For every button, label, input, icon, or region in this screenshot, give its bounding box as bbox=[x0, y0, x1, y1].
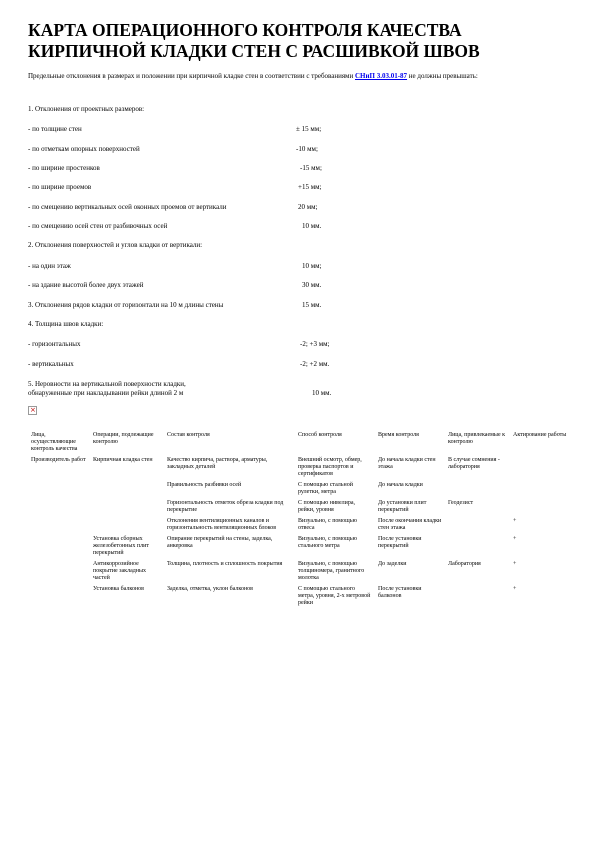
table-cell: + bbox=[513, 586, 517, 592]
table-cell: Качество кирпича, раствора, арматуры, закладных деталей bbox=[167, 457, 268, 470]
table-cell: Установка сборных железобетонных плит перекрытий bbox=[93, 536, 149, 556]
deviation-label: - горизонтальных bbox=[28, 340, 81, 348]
table-cell: Правильность разбивки осей bbox=[167, 482, 242, 488]
table-cell: Производитель работ bbox=[31, 457, 86, 463]
deviation-label: - по толщине стен bbox=[28, 125, 82, 133]
deviation-label: - на один этаж bbox=[28, 262, 71, 270]
intro-paragraph bbox=[28, 72, 573, 81]
deviation-label: - по отметкам опорных поверхностей bbox=[28, 145, 140, 153]
table-cell: Внешний осмотр, обмер, проверка паспортов и сертификатов bbox=[298, 457, 362, 477]
table-cell: Антикоррозийное покрытие закладных частей bbox=[93, 561, 147, 581]
deviation-value: 10 мм; bbox=[302, 262, 322, 270]
table-cell: Установка балконов bbox=[93, 586, 144, 592]
table-cell: С помощью стального метра, уровня, 2-х метровой рейки bbox=[298, 586, 371, 606]
deviation-label: - вертикальных bbox=[28, 360, 74, 368]
table-cell bbox=[28, 559, 90, 584]
table-cell: + bbox=[513, 536, 517, 542]
deviation-value: 15 мм. bbox=[302, 301, 322, 309]
column-header: Операции, подлежащие контролю bbox=[93, 432, 154, 445]
table-cell: До установки плит перекрытий bbox=[378, 500, 427, 513]
table-row bbox=[28, 455, 573, 480]
table-cell: С помощью стальной рулетки, метра bbox=[298, 482, 353, 495]
intro-text: Предельные отклонения в размерах и положении при кирпичной кладке стен в соответствии с требованиями bbox=[28, 72, 355, 80]
table-cell bbox=[510, 480, 573, 498]
table-cell bbox=[445, 480, 510, 498]
column-header: Лица, осуществляющие контроль качества bbox=[31, 432, 78, 452]
deviation-value: ± 15 мм; bbox=[296, 125, 322, 133]
deviation-value: 30 мм. bbox=[302, 281, 322, 289]
deviation-label: 1. Отклонения от проектных размеров: bbox=[28, 105, 145, 113]
intro-tail: не должны превышать: bbox=[407, 72, 478, 80]
table-cell bbox=[28, 534, 90, 559]
table-cell: Опирание перекрытий на стены, заделка, анкеровка bbox=[167, 536, 273, 549]
broken-image-glyph: × bbox=[30, 406, 36, 414]
deviation-label: - по ширине простенков bbox=[28, 164, 100, 172]
deviation-value: -10 мм; bbox=[296, 145, 318, 153]
table-cell: Визуально, с помощью стального метра bbox=[298, 536, 357, 549]
table-cell: После окончания кладки стен этажа bbox=[378, 518, 442, 531]
table-cell: Горизонтальность отметок обреза кладки под перекрытие bbox=[167, 500, 284, 513]
table-cell bbox=[445, 516, 510, 534]
table-cell bbox=[28, 480, 90, 498]
table-cell: До начала кладки стен этажа bbox=[378, 457, 436, 470]
table-row bbox=[28, 584, 573, 609]
column-header: Время контроля bbox=[378, 432, 419, 438]
table-cell: Лаборатория bbox=[448, 561, 481, 567]
deviation-label: - на здание высотой более двух этажей bbox=[28, 281, 144, 289]
table-cell: Кирпичная кладка стен bbox=[93, 457, 153, 463]
table-cell bbox=[28, 584, 90, 609]
table-cell bbox=[510, 455, 573, 480]
column-header: Способ контроля bbox=[298, 432, 342, 438]
table-cell bbox=[28, 498, 90, 516]
control-table bbox=[28, 430, 573, 609]
table-header-row bbox=[28, 430, 573, 455]
deviation-value: -15 мм; bbox=[300, 164, 322, 172]
deviation-label: - по ширине проемов bbox=[28, 183, 92, 191]
table-cell: До заделки bbox=[378, 561, 407, 567]
table-cell: Геодезист bbox=[448, 500, 474, 506]
column-header: Состав контроля bbox=[167, 432, 210, 438]
deviation-value: -2; +3 мм; bbox=[300, 340, 330, 348]
table-row bbox=[28, 516, 573, 534]
table-row bbox=[28, 498, 573, 516]
table-cell bbox=[510, 498, 573, 516]
table-cell: Заделка, отметка, уклон балконов bbox=[167, 586, 254, 592]
column-header: Актирование работы bbox=[513, 432, 567, 438]
snip-link[interactable]: СНиП 3.03.01-87 bbox=[354, 72, 408, 80]
table-row bbox=[28, 559, 573, 584]
table-cell: Визуально, с помощью отвеса bbox=[298, 518, 357, 531]
deviation-value: 10 мм. bbox=[312, 389, 332, 397]
table-cell: С помощью нивелира, рейки, уровня bbox=[298, 500, 355, 513]
table-cell bbox=[90, 498, 164, 516]
deviation-value: 10 мм. bbox=[302, 222, 322, 230]
column-header: Лица, привлекаемые к контролю bbox=[448, 432, 506, 445]
deviation-label: 2. Отклонения поверхностей и углов кладки от вертикали: bbox=[28, 241, 203, 249]
deviation-label: - по смещению вертикальных осей оконных проемов от вертикали bbox=[28, 203, 227, 211]
table-cell: Визуально, с помощью толщиномера, гранитного молотка bbox=[298, 561, 365, 581]
table-cell bbox=[445, 584, 510, 609]
table-cell bbox=[445, 534, 510, 559]
table-cell: Отклонения вентиляционных каналов и горизонтальность вентиляционных блоков bbox=[167, 518, 277, 531]
table-cell bbox=[90, 516, 164, 534]
table-cell: До начала кладки bbox=[378, 482, 423, 488]
table-cell bbox=[90, 480, 164, 498]
table-row bbox=[28, 480, 573, 498]
table-cell: После установки перекрытий bbox=[378, 536, 422, 549]
deviation-label: обнаруженные при накладывании рейки длиной 2 м bbox=[28, 389, 184, 397]
broken-image-icon bbox=[28, 406, 37, 415]
table-cell bbox=[28, 516, 90, 534]
page-title: КАРТА ОПЕРАЦИОННОГО КОНТРОЛЯ КАЧЕСТВА КИРПИЧНОЙ КЛАДКИ СТЕН С РАСШИВКОЙ ШВОВ bbox=[28, 20, 480, 61]
deviation-label: - по смещению осей стен от разбивочных осей bbox=[28, 222, 168, 230]
deviation-value: -2; +2 мм. bbox=[300, 360, 330, 368]
deviation-value: +15 мм; bbox=[298, 183, 322, 191]
deviation-label: 4. Толщина швов кладки: bbox=[28, 320, 104, 328]
table-cell: + bbox=[513, 561, 517, 567]
table-cell: После установки балконов bbox=[378, 586, 422, 599]
deviation-value: 20 мм; bbox=[298, 203, 318, 211]
table-row bbox=[28, 534, 573, 559]
table-cell: + bbox=[513, 518, 517, 524]
deviation-label: 5. Неровности на вертикальной поверхности кладки, bbox=[28, 380, 186, 388]
table-cell: В случае сомнения - лаборатория bbox=[448, 457, 500, 470]
table-cell: Толщина, плотность и сплошность покрытия bbox=[167, 561, 283, 567]
deviation-label: 3. Отклонения рядов кладки от горизонтали на 10 м длины стены bbox=[28, 301, 224, 309]
